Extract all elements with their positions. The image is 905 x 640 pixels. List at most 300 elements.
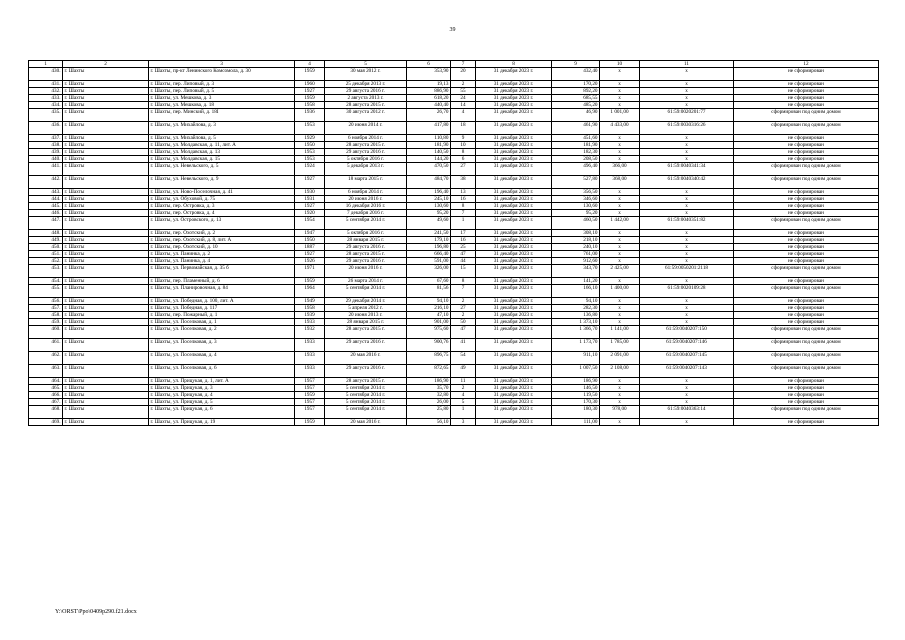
table-cell: г. Шахты, ул. Прицукая, д. 3 bbox=[149, 385, 295, 392]
table-cell: 31 декабря 2023 г. bbox=[476, 352, 552, 365]
table-cell: 1 bbox=[451, 406, 476, 419]
table-cell: г. Шахты, пр-кт Ленинского Комсомола, д. 30 bbox=[149, 68, 295, 81]
table-cell: 1931 bbox=[295, 196, 325, 203]
table-cell: 31 декабря 2023 г. bbox=[476, 285, 552, 298]
table-cell: x bbox=[600, 189, 640, 196]
table-cell: сформирован под одним домом bbox=[734, 163, 879, 176]
table-cell: 216,10 bbox=[407, 305, 451, 312]
table-cell: x bbox=[600, 88, 640, 95]
table-cell: x bbox=[640, 68, 734, 81]
table-cell: г. Шахты, пер. Островка, д. 3 bbox=[149, 203, 295, 210]
table-cell: 872,65 bbox=[407, 365, 451, 378]
table-cell: 94,10 bbox=[407, 298, 451, 305]
table-cell: x bbox=[600, 385, 640, 392]
table-cell: 1924 bbox=[295, 163, 325, 176]
table-cell: 6 bbox=[451, 156, 476, 163]
table-cell: 437. bbox=[29, 135, 63, 142]
table-cell: 444. bbox=[29, 196, 63, 203]
table-cell: не сформирован bbox=[734, 230, 879, 237]
table-cell: 31 декабря 2023 г. bbox=[476, 163, 552, 176]
table-cell: 4 bbox=[451, 392, 476, 399]
table-cell: не сформирован bbox=[734, 88, 879, 95]
table-cell: x bbox=[640, 298, 734, 305]
table-cell: 46,90 bbox=[552, 109, 600, 122]
table-cell: 19,13 bbox=[407, 81, 451, 88]
table-row bbox=[29, 326, 879, 339]
table-cell: x bbox=[640, 156, 734, 163]
table-cell: не сформирован bbox=[734, 68, 879, 81]
table-row bbox=[29, 122, 879, 135]
table-cell: x bbox=[600, 319, 640, 326]
table-cell: 1947 bbox=[295, 230, 325, 237]
table-cell: 1959 bbox=[295, 392, 325, 399]
table-cell: г. Шахты bbox=[63, 251, 149, 258]
table-cell: 218,10 bbox=[552, 237, 600, 244]
table-cell: 18 марта 2015 г. bbox=[325, 176, 407, 189]
table-cell: x bbox=[600, 298, 640, 305]
table-cell: 366,00 bbox=[600, 163, 640, 176]
table-cell: г. Шахты bbox=[63, 176, 149, 189]
table-row bbox=[29, 142, 879, 149]
table-cell: 2 bbox=[451, 385, 476, 392]
table-cell: г. Шахты bbox=[63, 81, 149, 88]
table-cell: не сформирован bbox=[734, 419, 879, 426]
table-cell: 31 декабря 2023 г. bbox=[476, 378, 552, 385]
table-cell: 438. bbox=[29, 142, 63, 149]
table-cell: 28 августа 2015 г. bbox=[325, 142, 407, 149]
table-row bbox=[29, 385, 879, 392]
table-cell: г. Шахты, ул. Панинка, д. 4 bbox=[149, 258, 295, 265]
table-cell: 47 bbox=[451, 326, 476, 339]
table-cell: не сформирован bbox=[734, 244, 879, 251]
table-cell: г. Шахты bbox=[63, 258, 149, 265]
table-row bbox=[29, 163, 879, 176]
table-cell: г. Шахты, ул. Прицукая, д. 19 bbox=[149, 419, 295, 426]
table-cell: x bbox=[640, 189, 734, 196]
table-cell: 15 bbox=[451, 265, 476, 278]
table-cell: г. Шахты bbox=[63, 88, 149, 95]
table-cell: г. Шахты, пер. Пожарный, д. 1 bbox=[149, 312, 295, 319]
table-cell: 25,80 bbox=[407, 406, 451, 419]
table-cell: x bbox=[600, 244, 640, 251]
table-cell: x bbox=[600, 419, 640, 426]
table-cell: 435. bbox=[29, 109, 63, 122]
table-cell: x bbox=[640, 392, 734, 399]
table-cell: г. Шахты, пер. Охотский, д. 10 bbox=[149, 244, 295, 251]
table-cell: 31 декабря 2023 г. bbox=[476, 230, 552, 237]
table-cell: 56,10 bbox=[407, 419, 451, 426]
table-cell: 25 декабря 2013 г. bbox=[325, 81, 407, 88]
table-cell: 5 октября 2016 г. bbox=[325, 156, 407, 163]
column-header: 12 bbox=[734, 61, 879, 68]
table-cell: г. Шахты, пер. Охотский, д. 2 bbox=[149, 230, 295, 237]
table-cell: г. Шахты bbox=[63, 102, 149, 109]
table-cell: г. Шахты bbox=[63, 419, 149, 426]
table-row bbox=[29, 378, 879, 385]
table-cell: 900,76 bbox=[407, 339, 451, 352]
table-cell: 1930 bbox=[295, 189, 325, 196]
table-cell: 1933 bbox=[295, 339, 325, 352]
table-row bbox=[29, 203, 879, 210]
table-cell: г. Шахты bbox=[63, 189, 149, 196]
table-cell: 31 декабря 2023 г. bbox=[476, 258, 552, 265]
table-cell: 467. bbox=[29, 399, 63, 406]
table-row bbox=[29, 278, 879, 285]
table-cell: 5 сентября 2014 г. bbox=[325, 406, 407, 419]
table-cell: 31 декабря 2023 г. bbox=[476, 217, 552, 230]
table-cell: x bbox=[640, 135, 734, 142]
table-cell: x bbox=[600, 399, 640, 406]
table-row bbox=[29, 298, 879, 305]
table-cell: 896,75 bbox=[407, 352, 451, 365]
table-cell: 41 bbox=[451, 339, 476, 352]
table-cell: 439. bbox=[29, 149, 63, 156]
table-cell: 50 bbox=[451, 319, 476, 326]
table-cell: г. Шахты bbox=[63, 163, 149, 176]
table-cell: сформирован под одним домом bbox=[734, 122, 879, 135]
table-cell: г. Шахты, ул. Прицукая, д. 4 bbox=[149, 392, 295, 399]
table-cell: г. Шахты bbox=[63, 278, 149, 285]
table-cell: 465. bbox=[29, 385, 63, 392]
table-cell: 17 bbox=[451, 230, 476, 237]
table-cell: 9 bbox=[451, 135, 476, 142]
table-cell: не сформирован bbox=[734, 392, 879, 399]
table-cell: 1 007,50 bbox=[552, 365, 600, 378]
table-row bbox=[29, 149, 879, 156]
table-cell: 31 декабря 2023 г. bbox=[476, 210, 552, 217]
table-cell: 140,50 bbox=[407, 149, 451, 156]
table-cell: 44 bbox=[451, 258, 476, 265]
table-cell: не сформирован bbox=[734, 95, 879, 102]
column-header: 10 bbox=[600, 61, 640, 68]
column-header: 6 bbox=[407, 61, 451, 68]
table-cell: 31 декабря 2023 г. bbox=[476, 319, 552, 326]
table-cell: 5 сентября 2014 г. bbox=[325, 285, 407, 298]
table-cell: x bbox=[600, 156, 640, 163]
table-row bbox=[29, 237, 879, 244]
table-cell: x bbox=[640, 237, 734, 244]
table-cell: 31 декабря 2023 г. bbox=[476, 399, 552, 406]
table-cell: x bbox=[640, 251, 734, 258]
table-cell: 26,00 bbox=[407, 399, 451, 406]
table-cell: 28 января 2015 г. bbox=[325, 319, 407, 326]
table-cell: 181,90 bbox=[407, 142, 451, 149]
table-cell: 16 bbox=[451, 196, 476, 203]
table-cell: г. Шахты, ул. Михайлова, д. 3 bbox=[149, 122, 295, 135]
table-cell: г. Шахты bbox=[63, 68, 149, 81]
table-cell: x bbox=[640, 305, 734, 312]
table-cell: 31 декабря 2023 г. bbox=[476, 326, 552, 339]
table-cell: 1927 bbox=[295, 251, 325, 258]
table-cell: не сформирован bbox=[734, 196, 879, 203]
table-cell: 1949 bbox=[295, 298, 325, 305]
table-cell: 1 366,70 bbox=[552, 326, 600, 339]
table-cell: г. Шахты, пер. Липовый, д. 5 bbox=[149, 88, 295, 95]
table-cell: 136,80 bbox=[552, 312, 600, 319]
table-cell: г. Шахты bbox=[63, 385, 149, 392]
table-cell: 95,20 bbox=[552, 210, 600, 217]
table-cell: 20 июня 2016 г. bbox=[325, 196, 407, 203]
table-cell: 31 декабря 2023 г. bbox=[476, 102, 552, 109]
table-cell: 31 декабря 2023 г. bbox=[476, 385, 552, 392]
table-row bbox=[29, 265, 879, 278]
table-cell: г. Шахты, ул. Островского, д. 13 bbox=[149, 217, 295, 230]
table-cell: 1 bbox=[451, 217, 476, 230]
table-cell: 166,10 bbox=[552, 285, 600, 298]
table-cell: 61:59:0040207:150 bbox=[640, 326, 734, 339]
table-cell: 901,00 bbox=[407, 319, 451, 326]
table-cell: 282,30 bbox=[552, 305, 600, 312]
table-cell: г. Шахты, ул. Победная, д. 100, лит. А bbox=[149, 298, 295, 305]
table-cell: 61:59:0050201:2118 bbox=[640, 265, 734, 278]
table-cell: 130,60 bbox=[407, 203, 451, 210]
table-cell: 461,90 bbox=[552, 122, 600, 135]
table-cell: 25 bbox=[451, 244, 476, 251]
table-cell: 95,20 bbox=[407, 210, 451, 217]
table-row bbox=[29, 196, 879, 203]
table-cell: 31 декабря 2023 г. bbox=[476, 81, 552, 88]
table-cell: x bbox=[600, 237, 640, 244]
table-cell: 2 bbox=[451, 81, 476, 88]
table-row bbox=[29, 210, 879, 217]
table-cell: 455. bbox=[29, 285, 63, 298]
table-cell: не сформирован bbox=[734, 237, 879, 244]
table-cell: 443. bbox=[29, 189, 63, 196]
table-cell: 31 декабря 2023 г. bbox=[476, 109, 552, 122]
table-cell: 1971 bbox=[295, 265, 325, 278]
table-cell: 2 108,00 bbox=[600, 365, 640, 378]
table-cell: 1953 bbox=[295, 156, 325, 163]
table-cell: г. Шахты, ул. Поселковая, д. 2 bbox=[149, 326, 295, 339]
table-cell: 1959 bbox=[295, 68, 325, 81]
table-cell: 464. bbox=[29, 378, 63, 385]
table-cell: 5 bbox=[451, 399, 476, 406]
table-cell: 1953 bbox=[295, 122, 325, 135]
table-cell: сформирован под одним домом bbox=[734, 265, 879, 278]
table-cell: не сформирован bbox=[734, 298, 879, 305]
table-cell: x bbox=[600, 135, 640, 142]
table-cell: x bbox=[600, 210, 640, 217]
table-cell: x bbox=[640, 88, 734, 95]
table-cell: 31 декабря 2023 г. bbox=[476, 251, 552, 258]
table-cell: 32,80 bbox=[407, 392, 451, 399]
table-cell: 179,10 bbox=[407, 237, 451, 244]
table-cell: 61:59:0040340:42 bbox=[640, 176, 734, 189]
table-cell: г. Шахты, ул. Молдавская, д. 13 bbox=[149, 149, 295, 156]
table-cell: 146,50 bbox=[552, 385, 600, 392]
table-cell: 31 декабря 2023 г. bbox=[476, 196, 552, 203]
table-cell: 26,70 bbox=[407, 109, 451, 122]
table-cell: 1936 bbox=[295, 109, 325, 122]
table-cell: 470,50 bbox=[407, 163, 451, 176]
table-cell: 434. bbox=[29, 102, 63, 109]
table-cell: 431. bbox=[29, 81, 63, 88]
table-header-row bbox=[29, 61, 879, 68]
table-cell: 430. bbox=[29, 68, 63, 81]
table-cell: не сформирован bbox=[734, 251, 879, 258]
column-header: 9 bbox=[552, 61, 600, 68]
table-cell: x bbox=[640, 258, 734, 265]
table-row bbox=[29, 176, 879, 189]
table-cell: 196,80 bbox=[407, 244, 451, 251]
table-cell: 1964 bbox=[295, 285, 325, 298]
table-cell: 5 апреля 2012 г. bbox=[325, 305, 407, 312]
table-cell: x bbox=[640, 203, 734, 210]
table-cell: 61:59:0020109:28 bbox=[640, 285, 734, 298]
table-cell: г. Шахты, ул. Поселковая, д. 6 bbox=[149, 365, 295, 378]
table-cell: г. Шахты, пер. Островка, д. 4 bbox=[149, 210, 295, 217]
footer-file-path: Y:\ORST\Ppo\0409p290.f21.docx bbox=[55, 609, 137, 615]
table-cell: 67,60 bbox=[407, 278, 451, 285]
table-cell: 356,50 bbox=[552, 189, 600, 196]
table-cell: г. Шахты, ул. Победная, д. 117 bbox=[149, 305, 295, 312]
table-cell: x bbox=[600, 278, 640, 285]
table-cell: 975,60 bbox=[407, 326, 451, 339]
table-cell: 241,50 bbox=[407, 230, 451, 237]
table-cell: 432. bbox=[29, 88, 63, 95]
table-cell: 1 400,00 bbox=[600, 285, 640, 298]
table-cell: x bbox=[640, 230, 734, 237]
table-cell: 186,90 bbox=[552, 378, 600, 385]
table-cell: г. Шахты, пер. Минский, д. 18І bbox=[149, 109, 295, 122]
table-cell: 4 433,00 bbox=[600, 122, 640, 135]
table-row bbox=[29, 95, 879, 102]
table-cell: 2 425,00 bbox=[600, 265, 640, 278]
table-cell: не сформирован bbox=[734, 258, 879, 265]
table-cell: 469. bbox=[29, 419, 63, 426]
table-cell: 61:59:0040363:14 bbox=[640, 406, 734, 419]
table-cell: 20 июня 2016 г. bbox=[325, 265, 407, 278]
table-cell: 461. bbox=[29, 339, 63, 352]
table-cell: 1959 bbox=[295, 95, 325, 102]
table-cell: 61:59:0030316:26 bbox=[640, 122, 734, 135]
table-cell: 27 bbox=[451, 163, 476, 176]
table-cell: 13 bbox=[451, 189, 476, 196]
table-cell: 1960 bbox=[295, 81, 325, 88]
table-cell: г. Шахты, ул. Поселковая, д. 3 bbox=[149, 339, 295, 352]
table-cell: г. Шахты bbox=[63, 365, 149, 378]
table-cell: 1939 bbox=[295, 312, 325, 319]
table-cell: 1933 bbox=[295, 319, 325, 326]
table-cell: 31 декабря 2023 г. bbox=[476, 142, 552, 149]
table-cell: 119,50 bbox=[552, 392, 600, 399]
table-cell: 346,60 bbox=[552, 196, 600, 203]
table-row bbox=[29, 312, 879, 319]
table-cell: г. Шахты, ул. Невельского, д. 9 bbox=[149, 176, 295, 189]
table-cell: 35,70 bbox=[407, 385, 451, 392]
table-cell: не сформирован bbox=[734, 203, 879, 210]
table-cell: 666,40 bbox=[407, 251, 451, 258]
table-cell: сформирован под одним домом bbox=[734, 406, 879, 419]
table-cell: 453. bbox=[29, 265, 63, 278]
table-cell: 31 декабря 2023 г. bbox=[476, 203, 552, 210]
table-cell: 308,10 bbox=[552, 230, 600, 237]
table-cell: 451. bbox=[29, 251, 63, 258]
table-cell: 343,70 bbox=[552, 265, 600, 278]
table-cell: г. Шахты bbox=[63, 406, 149, 419]
table-cell: г. Шахты bbox=[63, 265, 149, 278]
table-cell: 1 173,70 bbox=[552, 339, 600, 352]
table-cell: 181,90 bbox=[552, 142, 600, 149]
table-body bbox=[29, 68, 879, 426]
table-cell: x bbox=[600, 142, 640, 149]
table-cell: г. Шахты bbox=[63, 352, 149, 365]
table-cell: 8 bbox=[451, 203, 476, 210]
table-cell: 130,60 bbox=[552, 203, 600, 210]
table-cell: 5 сентября 2014 г. bbox=[325, 392, 407, 399]
table-cell: не сформирован bbox=[734, 385, 879, 392]
table-cell: x bbox=[600, 305, 640, 312]
table-cell: 436. bbox=[29, 122, 63, 135]
table-cell: г. Шахты bbox=[63, 135, 149, 142]
table-cell: 1958 bbox=[295, 305, 325, 312]
table-cell: 685,55 bbox=[552, 95, 600, 102]
table-cell: 454. bbox=[29, 278, 63, 285]
table-cell: 28 августа 2015 г. bbox=[325, 102, 407, 109]
table-cell: 485,20 bbox=[552, 102, 600, 109]
table-cell: x bbox=[600, 102, 640, 109]
table-cell: 16 декабря 2016 г. bbox=[325, 203, 407, 210]
table-cell: x bbox=[640, 95, 734, 102]
table-cell: 31 декабря 2023 г. bbox=[476, 305, 552, 312]
table-cell: 911,10 bbox=[552, 352, 600, 365]
table-cell: 1 141,00 bbox=[600, 326, 640, 339]
table-cell: 94,10 bbox=[552, 298, 600, 305]
table-cell: x bbox=[640, 102, 734, 109]
table-cell: 2 bbox=[451, 312, 476, 319]
table-cell: 31 декабря 2023 г. bbox=[476, 68, 552, 81]
table-cell: 20 июня 2014 г. bbox=[325, 122, 407, 135]
table-cell: 457. bbox=[29, 305, 63, 312]
table-row bbox=[29, 156, 879, 163]
table-row bbox=[29, 319, 879, 326]
table-cell: 31 декабря 2023 г. bbox=[476, 149, 552, 156]
table-cell: 18 bbox=[451, 122, 476, 135]
table-cell: 38 bbox=[451, 176, 476, 189]
table-cell: 29 декабря 2014 г. bbox=[325, 298, 407, 305]
table-cell: 761,00 bbox=[552, 251, 600, 258]
table-cell: 31 декабря 2023 г. bbox=[476, 244, 552, 251]
table-cell: 31 декабря 2023 г. bbox=[476, 278, 552, 285]
table-cell: 28 января 2015 г. bbox=[325, 237, 407, 244]
table-cell: г. Шахты bbox=[63, 399, 149, 406]
table-cell: x bbox=[600, 230, 640, 237]
table-cell: г. Шахты, ул. Первомайская, д. 35 б bbox=[149, 265, 295, 278]
table-cell: 1959 bbox=[295, 419, 325, 426]
table-cell: 29 августа 2016 г. bbox=[325, 149, 407, 156]
table-cell: x bbox=[640, 149, 734, 156]
table-cell: x bbox=[640, 196, 734, 203]
table-cell: 484,70 bbox=[407, 176, 451, 189]
table-cell: 31 декабря 2023 г. bbox=[476, 265, 552, 278]
table-cell: 24 bbox=[451, 95, 476, 102]
table-cell: 29 августа 2016 г. bbox=[325, 365, 407, 378]
table-cell: x bbox=[640, 378, 734, 385]
table-cell: г. Шахты bbox=[63, 298, 149, 305]
table-cell: 31 декабря 2023 г. bbox=[476, 312, 552, 319]
table-cell: 29 августа 2016 г. bbox=[325, 244, 407, 251]
table-cell: 54 bbox=[451, 352, 476, 365]
table-cell: г. Шахты bbox=[63, 326, 149, 339]
table-cell: г. Шахты, ул. Прицукая, д. 1, лит. А bbox=[149, 378, 295, 385]
table-cell: 5 сентября 2014 г. bbox=[325, 217, 407, 230]
table-cell: не сформирован bbox=[734, 81, 879, 88]
table-cell: 20 мая 2016 г. bbox=[325, 419, 407, 426]
table-cell: г. Шахты, ул. Прицукая, д. 6 bbox=[149, 406, 295, 419]
table-cell: 463. bbox=[29, 365, 63, 378]
table-cell: 618,20 bbox=[407, 95, 451, 102]
table-cell: 31 декабря 2023 г. bbox=[476, 392, 552, 399]
